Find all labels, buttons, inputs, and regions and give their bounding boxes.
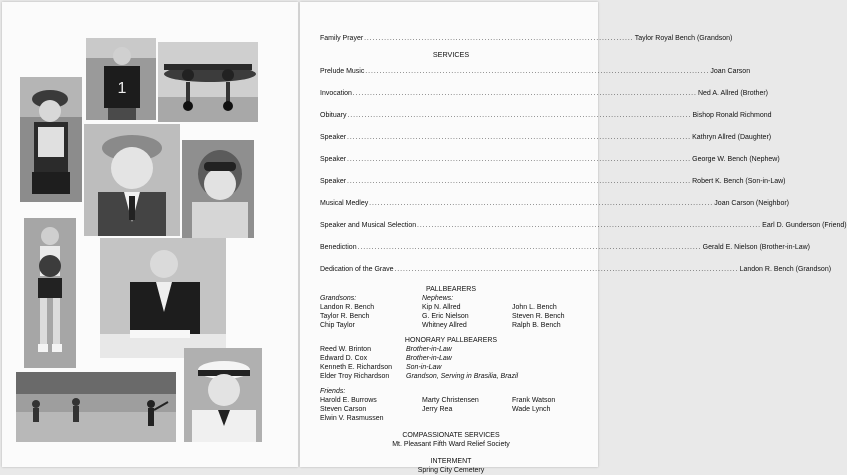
pallbearer-name: John L. Bench bbox=[512, 304, 557, 311]
honorary-pallbearers-heading: HONORARY PALLBEARERS bbox=[404, 337, 498, 344]
friend-name: Frank Watson bbox=[512, 397, 556, 404]
service-label: Speaker bbox=[320, 156, 347, 163]
interment-heading: INTERMENT bbox=[430, 458, 472, 465]
friend-name: Harold E. Burrows bbox=[320, 397, 377, 404]
service-label: Speaker bbox=[320, 134, 347, 141]
photo-man-at-desk bbox=[100, 238, 226, 358]
service-value: Kathryn Allred (Daughter) bbox=[692, 134, 772, 141]
honorary-relation: Son-in-Law bbox=[406, 364, 442, 371]
service-row bbox=[320, 171, 786, 193]
friend-name bbox=[512, 414, 594, 423]
photo-basketball-player bbox=[24, 218, 76, 368]
service-row bbox=[320, 83, 768, 105]
honorary-name: Elder Troy Richardson bbox=[320, 373, 390, 380]
interment-text: Spring City Cemetery bbox=[417, 467, 485, 474]
honorary-pallbearers-grid bbox=[320, 345, 582, 381]
friend-name: Wade Lynch bbox=[512, 406, 551, 413]
pallbearers-heading: PALLBEARERS bbox=[425, 286, 477, 293]
friends-grid bbox=[320, 396, 582, 423]
friend-name: Jerry Rea bbox=[422, 406, 453, 413]
service-value: Earl D. Gunderson (Friend) bbox=[762, 222, 847, 229]
service-value: George W. Bench (Nephew) bbox=[692, 156, 780, 163]
photo-baseball-game bbox=[16, 372, 176, 442]
program-row-family-prayer bbox=[320, 32, 733, 46]
photo-pilot-in-helmet bbox=[182, 140, 254, 238]
leader-dots: .............................................................................................. bbox=[364, 36, 634, 42]
service-row bbox=[320, 237, 811, 259]
svg-text:1: 1 bbox=[117, 80, 127, 97]
funeral-program bbox=[320, 32, 847, 475]
service-label: Speaker and Musical Selection bbox=[320, 222, 417, 229]
service-label: Benediction bbox=[320, 244, 357, 251]
pallbearer-name: Chip Taylor bbox=[320, 322, 355, 329]
friend-name: Elwin V. Rasmussen bbox=[320, 415, 384, 422]
leader-dots: ........................................................................................................................ bbox=[347, 113, 692, 119]
nephews-column-2 bbox=[512, 294, 594, 330]
service-row bbox=[320, 259, 832, 281]
service-label: Prelude Music bbox=[320, 68, 365, 75]
honorary-name: Kenneth E. Richardson bbox=[320, 364, 392, 371]
friend-name: Marty Christensen bbox=[422, 397, 479, 404]
photo-airplane bbox=[158, 42, 258, 122]
right-page-program bbox=[300, 2, 847, 474]
friend-name bbox=[422, 414, 506, 423]
pallbearer-name: Landon R. Bench bbox=[320, 304, 375, 311]
service-row bbox=[320, 61, 751, 83]
service-label: Obituary bbox=[320, 112, 347, 119]
service-label: Speaker bbox=[320, 178, 347, 185]
honorary-name: Reed W. Brinton bbox=[320, 346, 371, 353]
pallbearer-name: Ralph B. Bench bbox=[512, 322, 561, 329]
service-value: Robert K. Bench (Son-in-Law) bbox=[692, 178, 786, 185]
service-label: Invocation bbox=[320, 90, 352, 97]
service-value: Joan Carson (Neighbor) bbox=[714, 200, 789, 207]
pallbearer-name: Kip N. Allred bbox=[422, 304, 461, 311]
honorary-relation: Brother-in-Law bbox=[406, 355, 452, 362]
service-value: Landon R. Bench (Grandson) bbox=[739, 266, 832, 273]
leader-dots: ........................................................................................................................ bbox=[347, 135, 692, 141]
service-row bbox=[320, 105, 772, 127]
services-heading: SERVICES bbox=[432, 50, 470, 59]
leader-dots: ........................................................................................................................ bbox=[417, 223, 762, 229]
program-label: Family Prayer bbox=[320, 35, 364, 42]
photo-man-number-one-sweater bbox=[86, 38, 156, 120]
service-value: Gerald E. Nielson (Brother-in-Law) bbox=[702, 244, 811, 251]
service-row bbox=[320, 127, 772, 149]
service-value: Joan Carson bbox=[710, 68, 751, 75]
program-value: Taylor Royal Bench (Grandson) bbox=[634, 35, 733, 42]
services-list bbox=[320, 61, 847, 281]
service-value: Ned A. Allred (Brother) bbox=[697, 90, 768, 97]
left-page-photo-collage bbox=[2, 2, 298, 467]
compassionate-services-text: Mt. Pleasant Fifth Ward Relief Society bbox=[392, 441, 510, 448]
grandsons-label: Grandsons: bbox=[320, 295, 357, 302]
honorary-name: Edward D. Cox bbox=[320, 355, 368, 362]
leader-dots: ........................................................................................................................ bbox=[394, 267, 739, 273]
compassionate-services-heading: COMPASSIONATE SERVICES bbox=[402, 432, 500, 439]
pallbearers-grid bbox=[320, 294, 582, 330]
pallbearer-name: Taylor R. Bench bbox=[320, 313, 370, 320]
honorary-relation: Grandson, Serving in Brasilia, Brazil bbox=[406, 373, 519, 380]
service-row bbox=[320, 193, 789, 215]
photo-child-in-hat bbox=[20, 77, 82, 202]
pallbearer-name: Steven R. Bench bbox=[512, 313, 565, 320]
leader-dots: ........................................................................................................................ bbox=[369, 201, 714, 207]
friends-label: Friends: bbox=[320, 388, 346, 395]
leader-dots: ........................................................................................................................ bbox=[365, 69, 710, 75]
service-row bbox=[320, 215, 847, 237]
service-label: Musical Medley bbox=[320, 200, 369, 207]
leader-dots: ........................................................................................................................ bbox=[352, 91, 697, 97]
grandsons-column bbox=[320, 294, 416, 330]
service-label: Dedication of the Grave bbox=[320, 266, 394, 273]
honorary-relation: Brother-in-Law bbox=[406, 346, 452, 353]
leader-dots: ........................................................................................................................ bbox=[357, 245, 702, 251]
photo-boy-in-cap bbox=[84, 124, 180, 236]
friend-name: Steven Carson bbox=[320, 406, 367, 413]
photo-naval-officer bbox=[184, 348, 262, 442]
pallbearer-name: G. Eric Nielson bbox=[422, 313, 469, 320]
service-row bbox=[320, 149, 780, 171]
pallbearer-name: Whitney Allred bbox=[422, 322, 467, 329]
leader-dots: ........................................................................................................................ bbox=[347, 157, 692, 163]
nephews-column-1 bbox=[422, 294, 506, 330]
service-value: Bishop Ronald Richmond bbox=[692, 112, 772, 119]
leader-dots: ........................................................................................................................ bbox=[347, 179, 692, 185]
nephews-label: Nephews: bbox=[422, 295, 454, 302]
